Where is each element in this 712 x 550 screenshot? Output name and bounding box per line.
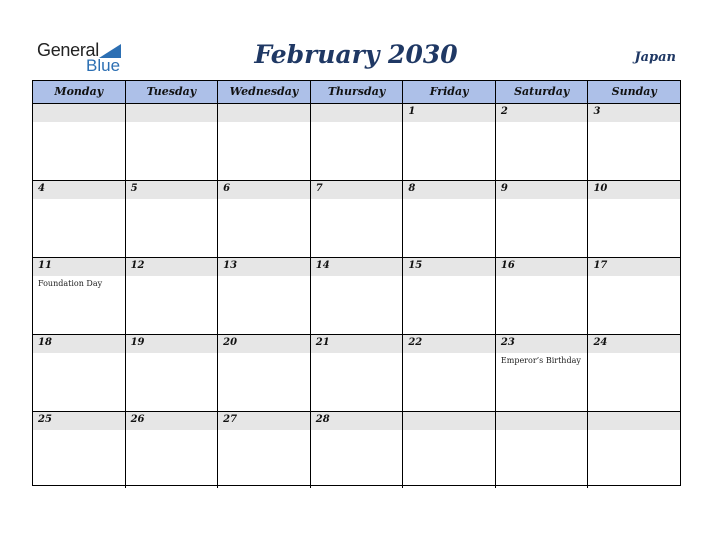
day-cell — [310, 104, 403, 180]
logo-blue-text: Blue — [86, 56, 121, 75]
day-number: 23 — [500, 337, 515, 348]
day-cell — [495, 258, 588, 334]
weekday-header-row — [33, 81, 680, 104]
day-cell — [217, 412, 310, 488]
day-cell — [402, 181, 495, 257]
day-cell — [587, 412, 680, 488]
day-cell — [125, 335, 218, 411]
day-number: 10 — [593, 183, 608, 194]
logo-general-text: General — [37, 40, 99, 60]
day-number: 9 — [500, 183, 508, 194]
day-cell — [310, 335, 403, 411]
day-number: 27 — [223, 414, 238, 425]
day-number: 13 — [223, 260, 238, 271]
day-number: 18 — [38, 337, 52, 348]
day-cell — [125, 181, 218, 257]
page-title: February 2030 — [254, 40, 458, 69]
week-row-4 — [33, 335, 680, 412]
day-cell — [33, 104, 125, 180]
day-cell — [33, 181, 125, 257]
day-cell — [217, 104, 310, 180]
day-cell — [310, 258, 403, 334]
day-number: 14 — [315, 260, 330, 271]
day-cell — [33, 335, 125, 411]
day-number: 8 — [408, 183, 416, 194]
day-cell — [217, 181, 310, 257]
day-cell — [495, 181, 588, 257]
day-number: 21 — [315, 337, 330, 348]
day-number: 12 — [130, 260, 145, 271]
day-cell — [495, 412, 588, 488]
day-cell — [310, 412, 403, 488]
day-cell — [217, 335, 310, 411]
day-number: 6 — [223, 183, 231, 194]
day-cell — [402, 104, 495, 180]
day-number: 5 — [130, 183, 138, 194]
day-number: 1 — [408, 106, 416, 117]
week-row-2 — [33, 181, 680, 258]
day-cell — [125, 258, 218, 334]
day-cell — [33, 412, 125, 488]
day-cell — [402, 412, 495, 488]
week-row-1 — [33, 104, 680, 181]
day-number: 17 — [593, 260, 608, 271]
holiday-label: Foundation Day — [38, 279, 103, 288]
day-number: 22 — [408, 337, 423, 348]
day-number: 20 — [223, 337, 238, 348]
day-number: 7 — [315, 183, 323, 194]
day-number: 11 — [38, 260, 52, 271]
weekday-thursday: Thursday — [310, 81, 403, 103]
week-row-5 — [33, 412, 680, 488]
day-number: 24 — [593, 337, 608, 348]
day-number: 19 — [130, 337, 145, 348]
weekday-friday: Friday — [402, 81, 495, 103]
country-label: Japan — [634, 50, 676, 65]
day-cell — [587, 104, 680, 180]
weekday-wednesday: Wednesday — [217, 81, 310, 103]
weekday-monday: Monday — [54, 85, 104, 98]
day-cell — [310, 181, 403, 257]
day-cell — [402, 258, 495, 334]
day-cell — [495, 104, 588, 180]
day-cell — [33, 258, 125, 334]
day-cell — [587, 181, 680, 257]
day-cell — [217, 258, 310, 334]
day-number: 28 — [315, 414, 330, 425]
weekday-sunday: Sunday — [587, 81, 680, 103]
day-cell — [125, 412, 218, 488]
weekday-tuesday: Tuesday — [125, 81, 218, 103]
day-cell — [587, 258, 680, 334]
day-cell — [587, 335, 680, 411]
day-number: 4 — [38, 183, 45, 194]
day-number: 16 — [500, 260, 515, 271]
day-cell — [402, 335, 495, 411]
calendar-grid — [32, 80, 681, 486]
day-cell — [495, 335, 588, 411]
week-row-3 — [33, 258, 680, 335]
day-cell — [125, 104, 218, 180]
day-number: 25 — [38, 414, 52, 425]
day-number: 15 — [408, 260, 423, 271]
day-number: 2 — [500, 106, 508, 117]
weekday-saturday: Saturday — [495, 81, 588, 103]
day-number: 3 — [593, 106, 601, 117]
day-number: 26 — [130, 414, 145, 425]
holiday-label: Emperor’s Birthday — [500, 356, 581, 365]
